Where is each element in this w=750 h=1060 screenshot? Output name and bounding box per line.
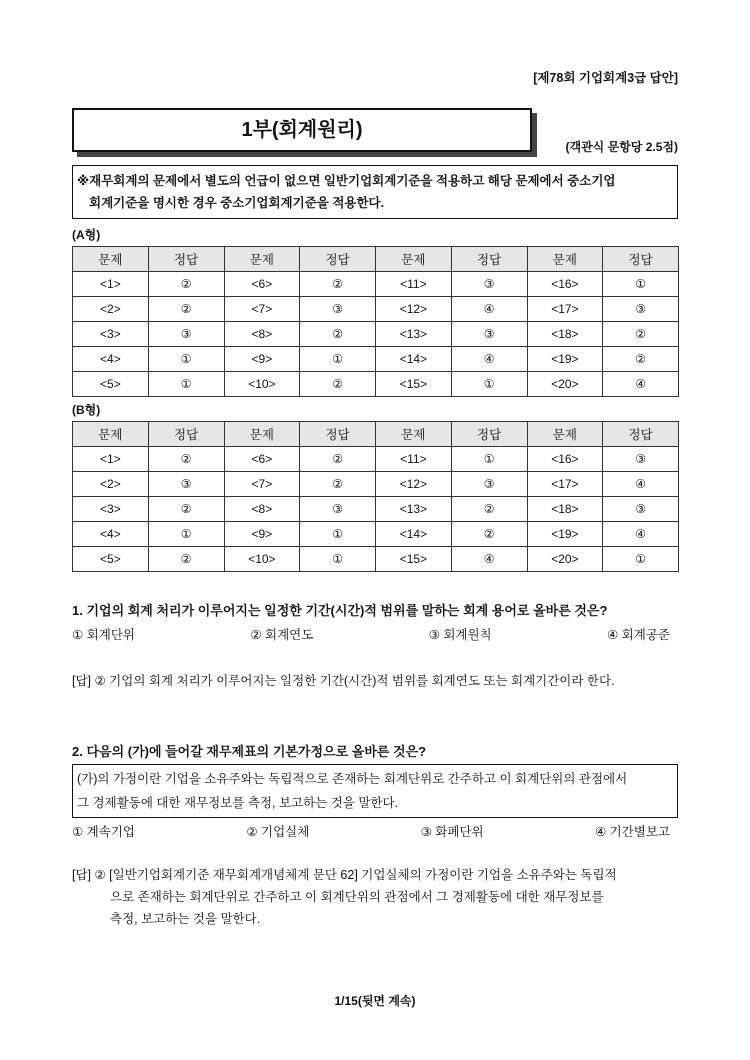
question-cell: <5> <box>73 372 149 397</box>
option: ② 기업실체 <box>246 825 310 839</box>
answer-cell: ① <box>603 547 679 572</box>
column-header: 정답 <box>603 247 679 272</box>
answer-cell: ② <box>603 322 679 347</box>
question-cell: <6> <box>224 272 300 297</box>
question-cell: <13> <box>376 497 452 522</box>
question-cell: <1> <box>73 447 149 472</box>
table-row <box>73 322 679 347</box>
column-header: 정답 <box>300 422 376 447</box>
answer-cell: ④ <box>603 472 679 497</box>
column-header: 정답 <box>451 422 527 447</box>
question-1: 1. 기업의 회계 처리가 이루어지는 일정한 기간(시간)적 범위를 말하는 회계 용어로 올바른 것은? <box>72 603 608 618</box>
table-row <box>73 497 679 522</box>
question-cell: <17> <box>527 297 603 322</box>
table-row <box>73 297 679 322</box>
table-header-row <box>73 422 679 447</box>
answer-cell: ① <box>451 372 527 397</box>
question-2: 2. 다음의 (가)에 들어갈 재무제표의 기본가정으로 올바른 것은? <box>72 744 427 759</box>
table-a-label: (A형) <box>72 228 101 242</box>
answer-1: [답] ② 기업의 회계 처리가 이루어지는 일정한 기간(시간)적 범위를 회계연도 또는 회계기간이라 한다. <box>72 674 615 688</box>
question-cell: <19> <box>527 522 603 547</box>
answer-cell: ② <box>148 497 224 522</box>
answer-cell: ② <box>148 547 224 572</box>
option: ③ 회계원칙 <box>428 628 492 642</box>
question-cell: <2> <box>73 297 149 322</box>
answer-cell: ② <box>300 472 376 497</box>
answer-cell: ② <box>451 522 527 547</box>
column-header: 정답 <box>148 422 224 447</box>
answer-cell: ① <box>603 272 679 297</box>
question-cell: <11> <box>376 447 452 472</box>
question-cell: <20> <box>527 372 603 397</box>
answer-cell: ① <box>148 347 224 372</box>
answer-cell: ④ <box>603 522 679 547</box>
answer-cell: ③ <box>451 322 527 347</box>
column-header: 정답 <box>300 247 376 272</box>
answer-table-b <box>72 421 679 572</box>
question-1-options <box>72 625 670 643</box>
answer-2 <box>72 864 672 930</box>
question-cell: <4> <box>73 522 149 547</box>
answer-cell: ③ <box>451 472 527 497</box>
answer-cell: ③ <box>300 297 376 322</box>
table-row <box>73 547 679 572</box>
question-cell: <18> <box>527 322 603 347</box>
box-line: 그 경제활동에 대한 재무정보를 측정, 보고하는 것을 말한다. <box>77 796 399 810</box>
answer-cell: ② <box>148 297 224 322</box>
answer-cell: ④ <box>451 547 527 572</box>
question-cell: <9> <box>224 522 300 547</box>
answer-cell: ② <box>451 497 527 522</box>
column-header: 문제 <box>73 247 149 272</box>
question-cell: <14> <box>376 347 452 372</box>
column-header: 문제 <box>376 422 452 447</box>
answer-line: [답] ② [일반기업회계기준 재무회계개념체계 문단 62] 기업실체의 가정이란 기업을 소유주와는 독립적 <box>72 868 617 882</box>
question-cell: <10> <box>224 372 300 397</box>
question-cell: <8> <box>224 322 300 347</box>
answer-cell: ① <box>148 372 224 397</box>
column-header: 문제 <box>224 422 300 447</box>
answer-cell: ③ <box>603 297 679 322</box>
answer-cell: ② <box>300 372 376 397</box>
table-row <box>73 347 679 372</box>
option: ① 계속기업 <box>72 825 135 839</box>
question-cell: <8> <box>224 497 300 522</box>
answer-cell: ② <box>300 272 376 297</box>
question-2-box <box>72 764 678 818</box>
column-header: 정답 <box>451 247 527 272</box>
table-row <box>73 272 679 297</box>
answer-line: 측정, 보고하는 것을 말한다. <box>110 912 261 926</box>
question-cell: <15> <box>376 547 452 572</box>
question-cell: <3> <box>73 322 149 347</box>
question-cell: <19> <box>527 347 603 372</box>
answer-cell: ① <box>451 447 527 472</box>
question-cell: <7> <box>224 472 300 497</box>
answer-cell: ④ <box>603 372 679 397</box>
answer-cell: ③ <box>451 272 527 297</box>
column-header: 정답 <box>603 422 679 447</box>
option: ④ 회계공준 <box>606 628 670 642</box>
question-cell: <9> <box>224 347 300 372</box>
column-header: 문제 <box>224 247 300 272</box>
option: ③ 화폐단위 <box>420 825 484 839</box>
question-cell: <3> <box>73 497 149 522</box>
question-cell: <12> <box>376 297 452 322</box>
answer-line: 으로 존재하는 회계단위로 간주하고 이 회계단위의 관점에서 그 경제활동에 대한 재무정보를 <box>110 890 604 904</box>
score-note: (객관식 문항당 2.5점) <box>565 140 678 154</box>
table-header-row <box>73 247 679 272</box>
column-header: 문제 <box>527 247 603 272</box>
option: ① 회계단위 <box>72 628 135 642</box>
question-cell: <11> <box>376 272 452 297</box>
section-title: 1부(회계원리) <box>72 108 532 152</box>
answer-cell: ④ <box>451 347 527 372</box>
question-cell: <16> <box>527 447 603 472</box>
answer-cell: ① <box>300 522 376 547</box>
question-cell: <20> <box>527 547 603 572</box>
question-cell: <14> <box>376 522 452 547</box>
question-cell: <6> <box>224 447 300 472</box>
table-b-label: (B형) <box>72 403 101 417</box>
question-cell: <16> <box>527 272 603 297</box>
answer-cell: ③ <box>603 447 679 472</box>
answer-cell: ③ <box>148 322 224 347</box>
question-2-options <box>72 822 670 840</box>
answer-cell: ② <box>300 447 376 472</box>
answer-cell: ① <box>148 522 224 547</box>
box-line: (가)의 가정이란 기업을 소유주와는 독립적으로 존재하는 회계단위로 간주하고 이 회계단위의 관점에서 <box>77 772 628 786</box>
answer-cell: ② <box>300 322 376 347</box>
column-header: 문제 <box>376 247 452 272</box>
column-header: 문제 <box>73 422 149 447</box>
question-cell: <7> <box>224 297 300 322</box>
column-header: 문제 <box>527 422 603 447</box>
question-cell: <4> <box>73 347 149 372</box>
exam-header: [제78회 기업회계3급 답안] <box>533 71 678 85</box>
answer-cell: ③ <box>300 497 376 522</box>
answer-table-a <box>72 246 679 397</box>
answer-cell: ② <box>148 447 224 472</box>
question-cell: <18> <box>527 497 603 522</box>
question-cell: <13> <box>376 322 452 347</box>
table-row <box>73 472 679 497</box>
question-cell: <5> <box>73 547 149 572</box>
answer-cell: ③ <box>148 472 224 497</box>
option: ④ 기간별보고 <box>594 825 670 839</box>
page-footer: 1/15(뒷면 계속) <box>334 994 416 1008</box>
notice-line: ※재무회계의 문제에서 별도의 언급이 없으면 일반기업회계기준을 적용하고 해당 문제에서 중소기업 <box>77 174 616 188</box>
answer-cell: ④ <box>451 297 527 322</box>
answer-cell: ② <box>603 347 679 372</box>
question-cell: <15> <box>376 372 452 397</box>
notice-box <box>72 165 678 219</box>
table-row <box>73 447 679 472</box>
answer-cell: ③ <box>603 497 679 522</box>
question-cell: <2> <box>73 472 149 497</box>
question-cell: <10> <box>224 547 300 572</box>
answer-cell: ① <box>300 347 376 372</box>
answer-cell: ① <box>300 547 376 572</box>
notice-line: 회계기준을 명시한 경우 중소기업회계기준을 적용한다. <box>89 196 385 210</box>
table-row <box>73 372 679 397</box>
question-cell: <12> <box>376 472 452 497</box>
table-row <box>73 522 679 547</box>
question-cell: <1> <box>73 272 149 297</box>
question-cell: <17> <box>527 472 603 497</box>
answer-cell: ② <box>148 272 224 297</box>
column-header: 정답 <box>148 247 224 272</box>
option: ② 회계연도 <box>250 628 314 642</box>
